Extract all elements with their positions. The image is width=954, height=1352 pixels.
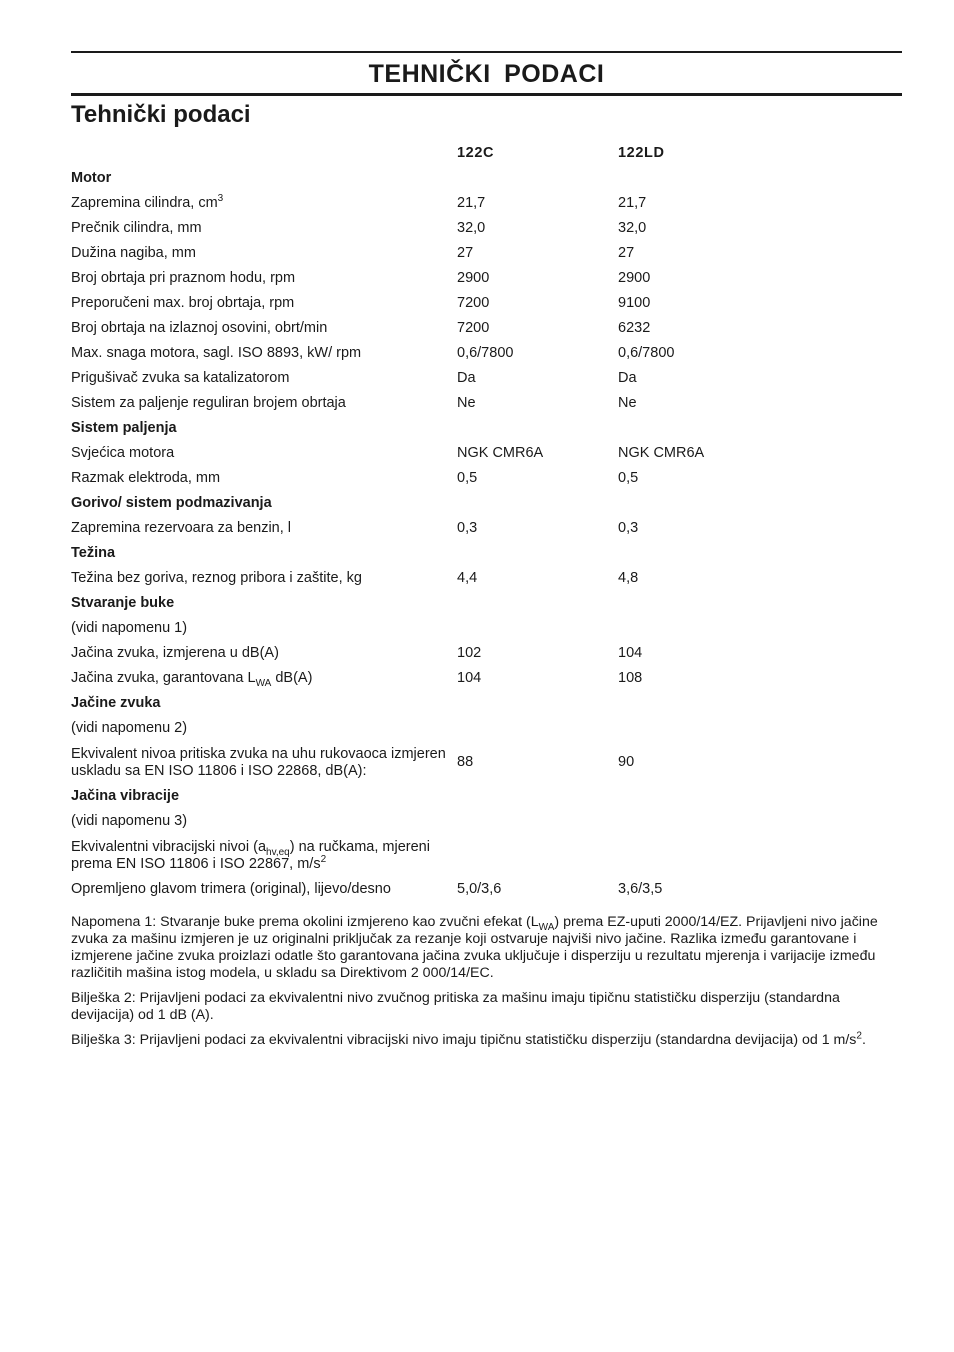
value-122ld: 27 <box>618 245 635 261</box>
table-row <box>71 741 902 784</box>
value-122ld: 21,7 <box>618 195 647 211</box>
value-122c: 27 <box>457 245 474 261</box>
text-part: Napomena 1: Stvaranje buke prema okolini izmjereno kao zvučni efekat (L <box>71 914 539 930</box>
value-122ld: 0,6/7800 <box>618 345 675 361</box>
table-row <box>71 441 902 466</box>
value-122ld: 104 <box>618 645 643 661</box>
text-part: . <box>861 1032 866 1048</box>
text-part: ) prema EZ-uputi 2000/14/EZ. Prijavljeni nivo jačine zvuka za mašinu izmjeren je uz originalni priključak za rezanje koji ostvaruje najviši nivo jačine. Razlika između garantovane i izmjerene jačine zvuka proizlazi odatle što garantovana jačina zvuka uključuje i disperziju u rezultatu mjerenja i varijacije između različitih mašina istog modela, u skladu sa Direktivom 2 000/14/EC. <box>71 914 878 981</box>
section-heading: Motor <box>71 170 112 186</box>
subscript: WA <box>255 677 272 689</box>
spec-label: Jačina zvuka, izmjerena u dB(A) <box>71 645 279 661</box>
spec-label: (vidi napomenu 3) <box>71 813 188 829</box>
value-122ld: 0,3 <box>618 520 639 536</box>
table-body <box>71 166 902 902</box>
section-heading: Težina <box>71 545 116 561</box>
section-heading-row <box>71 416 902 441</box>
section-heading: Jačina vibracije <box>71 788 180 804</box>
value-122c: Da <box>457 370 476 386</box>
table-row <box>71 877 902 902</box>
table-row <box>71 641 902 666</box>
value-122c: 0,5 <box>457 470 478 486</box>
table-row <box>71 291 902 316</box>
table-row <box>71 241 902 266</box>
value-122ld: 3,6/3,5 <box>618 881 663 897</box>
value-122ld: 4,8 <box>618 570 639 586</box>
value-122ld: 108 <box>618 670 643 686</box>
value-122ld: Ne <box>618 395 637 411</box>
spec-label: Preporučeni max. broj obrtaja, rpm <box>71 295 295 311</box>
superscript: 2 <box>320 853 327 865</box>
table-row <box>71 834 902 877</box>
spec-table <box>71 141 902 902</box>
value-122ld: 2900 <box>618 270 651 286</box>
notes <box>71 914 902 1057</box>
table-row <box>71 216 902 241</box>
spec-label: (vidi napomenu 1) <box>71 620 188 636</box>
spec-label: Zapremina rezervoara za benzin, l <box>71 520 292 536</box>
table-row <box>71 716 902 741</box>
page-banner-title: TEHNIČKI PODACI <box>368 60 605 88</box>
note-2 <box>71 990 902 1024</box>
spec-label <box>71 839 457 873</box>
value-122c: 4,4 <box>457 570 478 586</box>
superscript: 3 <box>217 193 224 205</box>
value-122c: 104 <box>457 670 482 686</box>
value-122c: 5,0/3,6 <box>457 881 502 897</box>
value-122c: NGK CMR6A <box>457 445 544 461</box>
spec-label: Sistem za paljenje reguliran brojem obrtaja <box>71 395 346 411</box>
value-122c: 7200 <box>457 295 490 311</box>
table-row <box>71 516 902 541</box>
table-row <box>71 366 902 391</box>
table-row <box>71 809 902 834</box>
value-122c: 32,0 <box>457 220 486 236</box>
value-122c: 7200 <box>457 320 490 336</box>
value-122ld: 90 <box>618 754 635 770</box>
table-row <box>71 391 902 416</box>
note-3 <box>71 1032 902 1049</box>
section-heading: Sistem paljenja <box>71 420 177 436</box>
table-row <box>71 316 902 341</box>
value-122ld: 6232 <box>618 320 651 336</box>
text-part: Bilješka 2: Prijavljeni podaci za ekvivalentni nivo zvučnog pritiska za mašinu imaju tipičnu statističku disperziju (standardna devijacija) od 1 dB (A). <box>71 990 840 1023</box>
spec-label <box>71 670 457 687</box>
subscript: hv,eq <box>266 846 290 858</box>
spec-label: Težina bez goriva, reznog pribora i zaštite, kg <box>71 570 362 586</box>
section-heading-row <box>71 166 902 191</box>
value-122c: 0,6/7800 <box>457 345 514 361</box>
spec-label: (vidi napomenu 2) <box>71 720 188 736</box>
text-part: Zapremina cilindra, cm <box>71 195 218 211</box>
table-row <box>71 616 902 641</box>
text-part: dB(A) <box>271 670 313 686</box>
value-122ld: 32,0 <box>618 220 647 236</box>
section-heading: Jačine zvuka <box>71 695 161 711</box>
value-122ld: Da <box>618 370 637 386</box>
value-122c: 102 <box>457 645 482 661</box>
table-row <box>71 666 902 691</box>
table-row <box>71 566 902 591</box>
section-heading: Stvaranje buke <box>71 595 175 611</box>
spec-label: Prečnik cilindra, mm <box>71 220 202 236</box>
spec-label: Opremljeno glavom trimera (original), lijevo/desno <box>71 881 391 897</box>
text-part: Jačina zvuka, garantovana L <box>71 670 256 686</box>
banner-rule <box>71 93 902 96</box>
section-heading-row <box>71 541 902 566</box>
section-heading-row <box>71 784 902 809</box>
value-122ld: NGK CMR6A <box>618 445 705 461</box>
table-row <box>71 341 902 366</box>
section-heading: Gorivo/ sistem podmazivanja <box>71 495 272 511</box>
spec-label: Dužina nagiba, mm <box>71 245 196 261</box>
note-1 <box>71 914 902 982</box>
spec-label: Svjećica motora <box>71 445 175 461</box>
spec-label <box>71 195 457 212</box>
superscript: 2 <box>856 1030 862 1042</box>
text-part: Ekvivalentni vibracijski nivoi (a <box>71 838 267 855</box>
table-header-row <box>71 141 902 166</box>
section-heading-row <box>71 491 902 516</box>
section-heading-row <box>71 591 902 616</box>
table-row <box>71 266 902 291</box>
text-part: Bilješka 3: Prijavljeni podaci za ekvivalentni vibracijski nivo imaju tipičnu statističku disperziju (standardna devijacija) od 1 m/s <box>71 1032 857 1048</box>
header-model-122c: 122C <box>457 145 495 161</box>
text-part: ) na ručkama, mjereni prema EN ISO 11806 i ISO 22867, m/s <box>71 838 430 872</box>
spec-label: Prigušivač zvuka sa katalizatorom <box>71 370 290 386</box>
spec-label: Max. snaga motora, sagl. ISO 8893, kW/ rpm <box>71 345 362 361</box>
value-122ld: 0,5 <box>618 470 639 486</box>
section-heading-row <box>71 691 902 716</box>
spec-label: Ekvivalent nivoa pritiska zvuka na uhu rukovaoca izmjeren uskladu sa EN ISO 11806 i ISO 22868, dB(A): <box>71 745 446 779</box>
value-122c: Ne <box>457 395 476 411</box>
value-122c: 88 <box>457 754 474 770</box>
spec-label: Broj obrtaja na izlaznoj osovini, obrt/min <box>71 320 328 336</box>
value-122c: 2900 <box>457 270 490 286</box>
spec-label: Broj obrtaja pri praznom hodu, rpm <box>71 270 296 286</box>
value-122ld: 9100 <box>618 295 651 311</box>
header-model-122ld: 122LD <box>618 145 665 161</box>
spec-label: Razmak elektroda, mm <box>71 470 221 486</box>
table-row <box>71 466 902 491</box>
subscript: WA <box>538 921 555 933</box>
value-122c: 0,3 <box>457 520 478 536</box>
section-title: Tehnički podaci <box>71 101 251 128</box>
table-row <box>71 191 902 216</box>
top-rule <box>71 51 902 53</box>
value-122c: 21,7 <box>457 195 486 211</box>
